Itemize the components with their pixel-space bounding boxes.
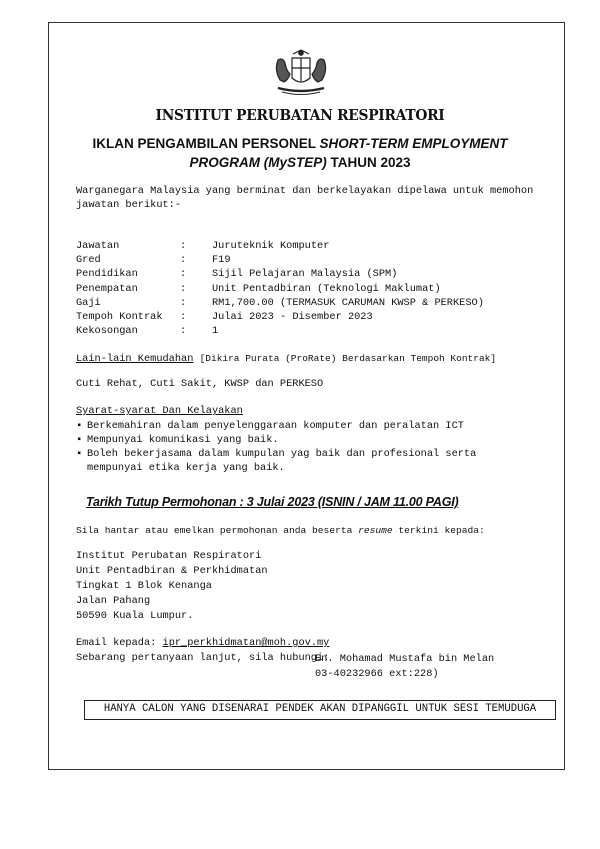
send-text-resume: resume: [358, 525, 393, 536]
detail-label: Tempoh Kontrak: [76, 310, 163, 323]
requirement-text: Berkemahiran dalam penyelenggaraan komputer dan peralatan ICT: [87, 420, 464, 432]
detail-row-jawatan: [76, 239, 546, 253]
send-text-before: Sila hantar atau emelkan permohonan anda beserta: [76, 525, 359, 536]
closing-date: Tarikh Tutup Permohonan : 3 Julai 2023 (ISNIN / JAM 11.00 PAGI): [86, 495, 459, 509]
malaysia-coat-of-arms-icon: [266, 48, 336, 98]
bullet-icon: ▪: [76, 434, 83, 446]
detail-value: RM1,700.00 (TERMASUK CARUMAN KWSP & PERKESO): [212, 296, 484, 309]
ad-title-part1: IKLAN PENGAMBILAN PERSONEL: [92, 136, 320, 151]
detail-label: Gaji: [76, 296, 101, 309]
contact-details: [315, 652, 494, 682]
detail-label: Penempatan: [76, 282, 138, 295]
detail-row-gaji: [76, 296, 546, 310]
list-item: [76, 447, 536, 475]
email-label: Email kepada:: [76, 637, 163, 649]
bullet-icon: ▪: [76, 448, 83, 460]
ad-title-program: SHORT-TERM EMPLOYMENT PROGRAM (MySTEP): [189, 136, 508, 170]
enquiry-label: Sebarang pertanyaan lanjut, sila hubungi:: [76, 652, 330, 664]
job-details: [76, 239, 546, 338]
bullet-icon: ▪: [76, 420, 83, 432]
send-instructions: [76, 525, 485, 536]
detail-row-gred: [76, 253, 546, 267]
institute-name: INSTITUT PERUBATAN RESPIRATORI: [155, 106, 445, 124]
address-line: Jalan Pahang: [76, 595, 151, 607]
shortlist-notice: HANYA CALON YANG DISENARAI PENDEK AKAN DIPANGGIL UNTUK SESI TEMUDUGA: [84, 700, 556, 720]
ad-title: [60, 134, 540, 172]
intro-text: Warganegara Malaysia yang berminat dan berkelayakan dipelawa untuk memohon jawatan berikut:-: [76, 185, 534, 211]
detail-row-penempatan: [76, 282, 546, 296]
detail-label: Jawatan: [76, 240, 120, 252]
detail-label: Gred: [76, 254, 101, 267]
contact-phone: 03-40232966 ext:228): [315, 668, 439, 680]
detail-label: Kekosongan: [76, 325, 138, 338]
address-line: Unit Pentadbiran & Perkhidmatan: [76, 565, 268, 577]
detail-value: Sijil Pelajaran Malaysia (SPM): [212, 268, 398, 281]
detail-separator: :: [180, 240, 187, 252]
detail-row-tempoh-kontrak: [76, 310, 546, 324]
requirement-text: Mempunyai komunikasi yang baik.: [87, 434, 279, 446]
detail-value: Julai 2023 - Disember 2023: [212, 310, 373, 323]
detail-value: 1: [212, 325, 219, 338]
send-text-after: terkini kepada:: [392, 525, 485, 536]
detail-value: Juruteknik Komputer: [212, 240, 330, 252]
email-line: [76, 637, 329, 649]
benefits-items: Cuti Rehat, Cuti Sakit, KWSP dan PERKESO: [76, 378, 324, 390]
detail-separator: :: [180, 282, 187, 295]
detail-row-pendidikan: [76, 267, 546, 281]
requirement-text: Boleh bekerjasama dalam kumpulan yag baik dan profesional serta mempunyai etika kerja yang baik.: [87, 448, 477, 474]
ad-title-year: TAHUN 2023: [326, 155, 411, 170]
requirements-heading: Syarat-syarat Dan Kelayakan: [76, 405, 243, 417]
detail-separator: :: [180, 325, 187, 338]
detail-separator: :: [180, 296, 187, 309]
requirements-list: [76, 419, 536, 475]
benefits-heading-line: [76, 353, 496, 365]
detail-value: Unit Pentadbiran (Teknologi Maklumat): [212, 282, 441, 295]
detail-separator: :: [180, 254, 187, 267]
benefits-heading: Lain-lain Kemudahan: [76, 353, 194, 365]
address-line: Tingkat 1 Blok Kenanga: [76, 580, 212, 592]
contact-name: En. Mohamad Mustafa bin Melan: [315, 653, 495, 665]
list-item: [76, 433, 536, 447]
benefits-note: [Dikira Purata (ProRate) Berdasarkan Tempoh Kontrak]: [199, 353, 497, 364]
address-line: 50590 Kuala Lumpur.: [76, 610, 194, 622]
detail-value: F19: [212, 254, 231, 267]
detail-label: Pendidikan: [76, 268, 138, 281]
email-link[interactable]: ipr_perkhidmatan@moh.gov.my: [162, 637, 330, 649]
detail-row-kekosongan: [76, 324, 546, 338]
address-line: Institut Perubatan Respiratori: [76, 550, 262, 562]
detail-separator: :: [180, 268, 187, 281]
list-item: [76, 419, 536, 433]
detail-separator: :: [180, 310, 187, 323]
mailing-address: [76, 549, 268, 624]
